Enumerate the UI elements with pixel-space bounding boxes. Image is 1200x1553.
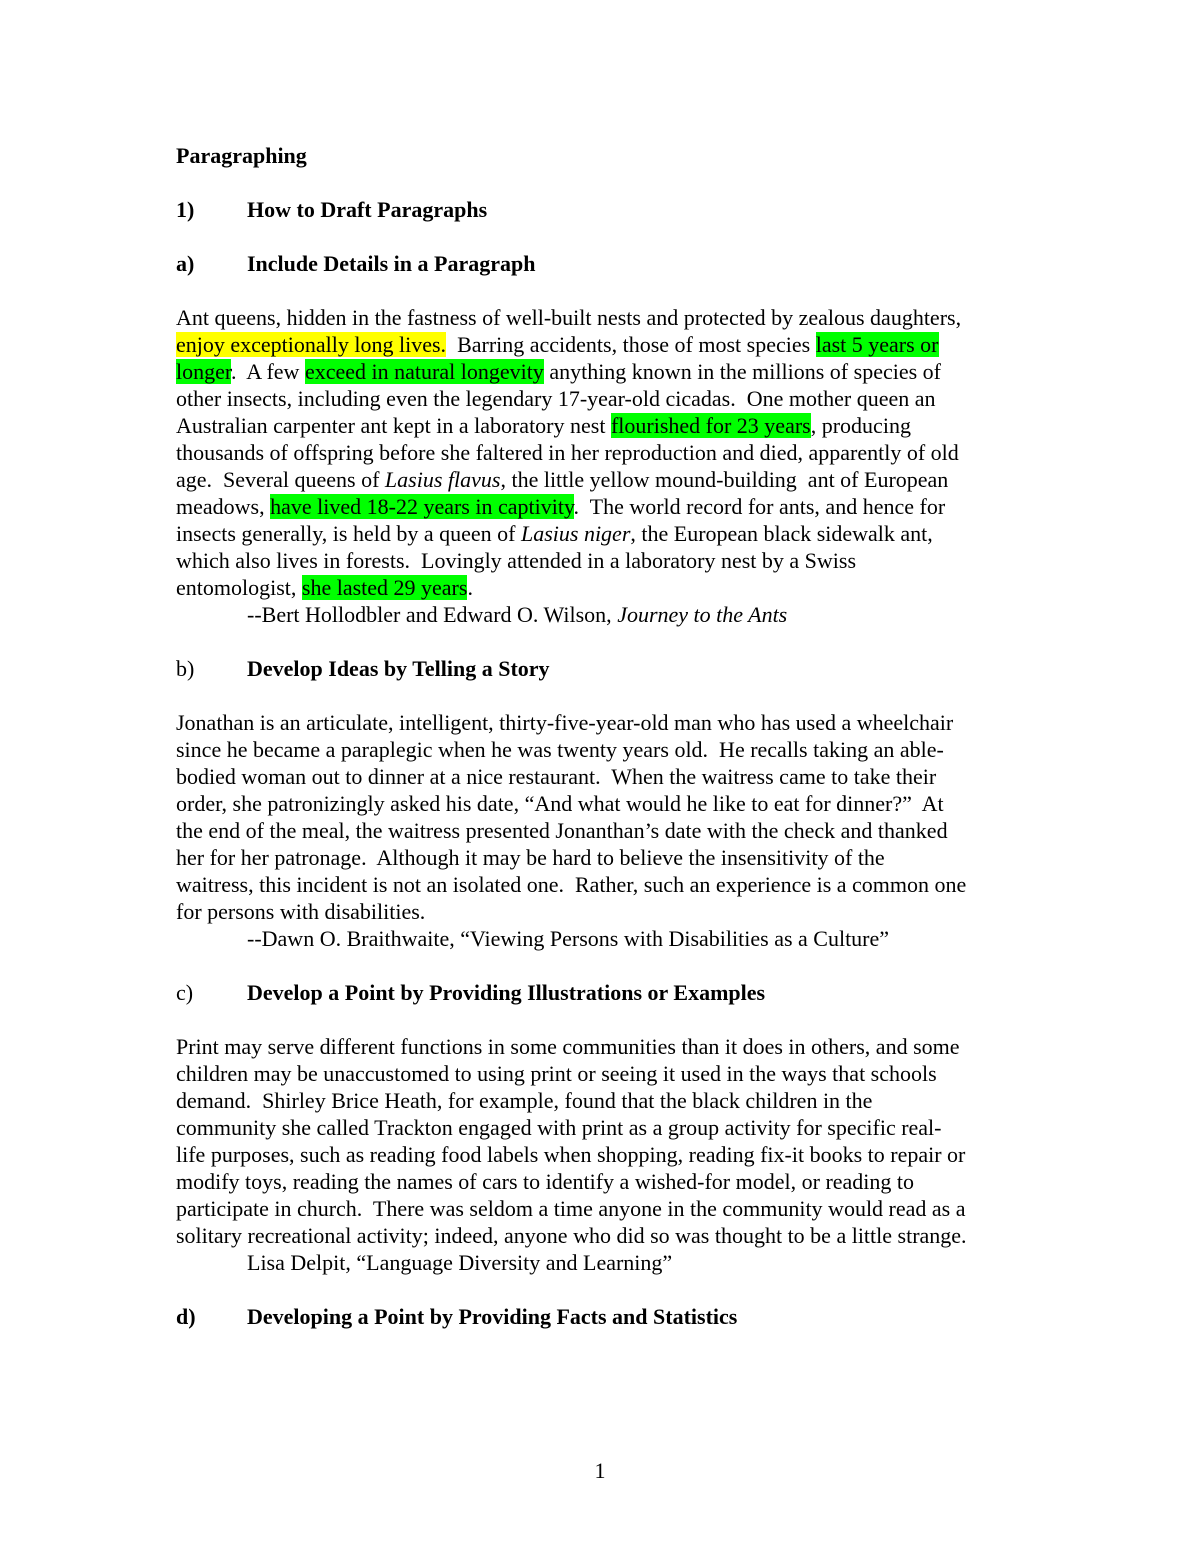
paragraph <box>176 1033 1036 1276</box>
text-run: which also lives in forests. Lovingly attended in a laboratory nest by a Swiss <box>176 548 857 573</box>
blank-line <box>176 1276 1036 1303</box>
italic-text: Journey to the Ants <box>617 602 788 627</box>
section-heading-text: How to Draft Paragraphs <box>247 197 488 222</box>
text-run: thousands of offspring before she faltered in her reproduction and died, apparently of old <box>176 440 959 465</box>
citation <box>176 1249 1036 1276</box>
blank-line <box>176 277 1036 304</box>
text-run: insects generally, is held by a queen of <box>176 521 521 546</box>
paragraph-line <box>176 1033 1036 1060</box>
paragraph-line <box>176 331 1036 358</box>
paragraph-line <box>176 574 1036 601</box>
paragraph-line <box>176 466 1036 493</box>
text-run: . The world record for ants, and hence for <box>573 494 946 519</box>
paragraph-line <box>176 1222 1036 1249</box>
text-run: life purposes, such as reading food labels when shopping, reading fix-it books to repair or <box>176 1142 966 1167</box>
page-number: 1 <box>594 1458 606 1483</box>
section-number: d) <box>176 1304 196 1329</box>
section-heading-text: Develop a Point by Providing Illustrations or Examples <box>247 980 766 1005</box>
section-heading <box>176 655 1036 682</box>
text-run: . <box>467 575 473 600</box>
paragraph-line <box>176 412 1036 439</box>
section-heading <box>176 250 1036 277</box>
section-heading-text: Develop Ideas by Telling a Story <box>247 656 550 681</box>
text-run: Australian carpenter ant kept in a laboratory nest <box>176 413 611 438</box>
text-run: since he became a paraplegic when he was twenty years old. He recalls taking an able- <box>176 737 944 762</box>
highlighted-text: have lived 18-22 years in captivity <box>270 494 574 519</box>
text-run: other insects, including even the legendary 17-year-old cicadas. One mother queen an <box>176 386 936 411</box>
text-run: , the European black sidewalk ant, <box>630 521 933 546</box>
blank-line <box>176 952 1036 979</box>
paragraph-line <box>176 1060 1036 1087</box>
citation <box>176 601 1036 628</box>
text-run: entomologist, <box>176 575 302 600</box>
paragraph-line <box>176 898 1036 925</box>
paragraph-line <box>176 844 1036 871</box>
text-run: solitary recreational activity; indeed, anyone who did so was thought to be a little strange. <box>176 1223 967 1248</box>
text-run: the end of the meal, the waitress presented Jonanthan’s date with the check and thanked <box>176 818 948 843</box>
text-run: , the little yellow mound-building ant of European <box>500 467 949 492</box>
text-run: --Bert Hollodbler and Edward O. Wilson, <box>247 602 618 627</box>
paragraph-line <box>176 763 1036 790</box>
paragraph-line <box>176 817 1036 844</box>
text-run: . A few <box>231 359 305 384</box>
paragraph-line <box>176 1141 1036 1168</box>
blank-line <box>176 682 1036 709</box>
paragraph-line <box>176 709 1036 736</box>
section-heading <box>176 196 1036 223</box>
text-run: age. Several queens of <box>176 467 385 492</box>
blank-line <box>176 223 1036 250</box>
text-run: children may be unaccustomed to using print or seeing it used in the ways that schools <box>176 1061 937 1086</box>
text-run: order, she patronizingly asked his date, “And what would he like to eat for dinner?” At <box>176 791 944 816</box>
section-heading <box>176 1303 1036 1330</box>
highlighted-text: last 5 years or <box>815 332 939 357</box>
paragraph-line <box>176 1114 1036 1141</box>
paragraph-line <box>176 358 1036 385</box>
italic-text: Lasius flavus <box>384 467 501 492</box>
paragraph <box>176 304 1036 628</box>
text-run: community she called Trackton engaged with print as a group activity for specific real- <box>176 1115 942 1140</box>
section-number: b) <box>176 656 195 681</box>
text-run: Jonathan is an articulate, intelligent, thirty-five-year-old man who has used a wheelchair <box>176 710 954 735</box>
paragraph <box>176 709 1036 952</box>
text-run: bodied woman out to dinner at a nice restaurant. When the waitress came to take their <box>176 764 937 789</box>
paragraph-line <box>176 520 1036 547</box>
text-run: meadows, <box>176 494 271 519</box>
highlighted-text: enjoy exceptionally long lives. <box>176 332 447 357</box>
section-heading-text: Developing a Point by Providing Facts and Statistics <box>247 1304 738 1329</box>
text-run: demand. Shirley Brice Heath, for example, found that the black children in the <box>176 1088 873 1113</box>
paragraph-line <box>176 1087 1036 1114</box>
paragraph-line <box>176 736 1036 763</box>
text-run: Barring accidents, those of most species <box>446 332 816 357</box>
document-title: Paragraphing <box>176 143 307 168</box>
section-heading <box>176 979 1036 1006</box>
paragraph-line <box>176 1168 1036 1195</box>
highlighted-text: flourished for 23 years <box>610 413 811 438</box>
paragraph-line <box>176 547 1036 574</box>
blank-line <box>176 628 1036 655</box>
section-number: 1) <box>176 197 195 222</box>
text-run: Lisa Delpit, “Language Diversity and Learning” <box>247 1250 673 1275</box>
text-run: modify toys, reading the names of cars to identify a wished-for model, or reading to <box>176 1169 915 1194</box>
document-body <box>176 142 1036 1357</box>
section-number: a) <box>176 251 195 276</box>
blank-line <box>176 1330 1036 1357</box>
paragraph-line <box>176 790 1036 817</box>
section-number: c) <box>176 980 194 1005</box>
paragraph-line <box>176 304 1036 331</box>
highlighted-text: exceed in natural longevity <box>304 359 544 384</box>
text-run: for persons with disabilities. <box>176 899 426 924</box>
italic-text: Lasius niger <box>520 521 631 546</box>
highlighted-text: longer <box>176 359 231 384</box>
text-run: anything known in the millions of species of <box>543 359 941 384</box>
text-run: Ant queens, hidden in the fastness of well-built nests and protected by zealous daughters, <box>176 305 962 330</box>
text-run: her for her patronage. Although it may be hard to believe the insensitivity of the <box>176 845 885 870</box>
citation <box>176 925 1036 952</box>
section-heading-text: Include Details in a Paragraph <box>247 251 536 276</box>
text-run: , producing <box>810 413 911 438</box>
text-run: Print may serve different functions in some communities than it does in others, and some <box>176 1034 960 1059</box>
paragraph-line <box>176 871 1036 898</box>
paragraph-line <box>176 493 1036 520</box>
paragraph-line <box>176 1195 1036 1222</box>
paragraph-line <box>176 439 1036 466</box>
highlighted-text: she lasted 29 years <box>301 575 468 600</box>
text-run: participate in church. There was seldom a time anyone in the community would read as a <box>176 1196 966 1221</box>
paragraph-line <box>176 385 1036 412</box>
text-run: waitress, this incident is not an isolated one. Rather, such an experience is a common one <box>176 872 967 897</box>
blank-line <box>176 1006 1036 1033</box>
text-run: --Dawn O. Braithwaite, “Viewing Persons with Disabilities as a Culture” <box>247 926 890 951</box>
